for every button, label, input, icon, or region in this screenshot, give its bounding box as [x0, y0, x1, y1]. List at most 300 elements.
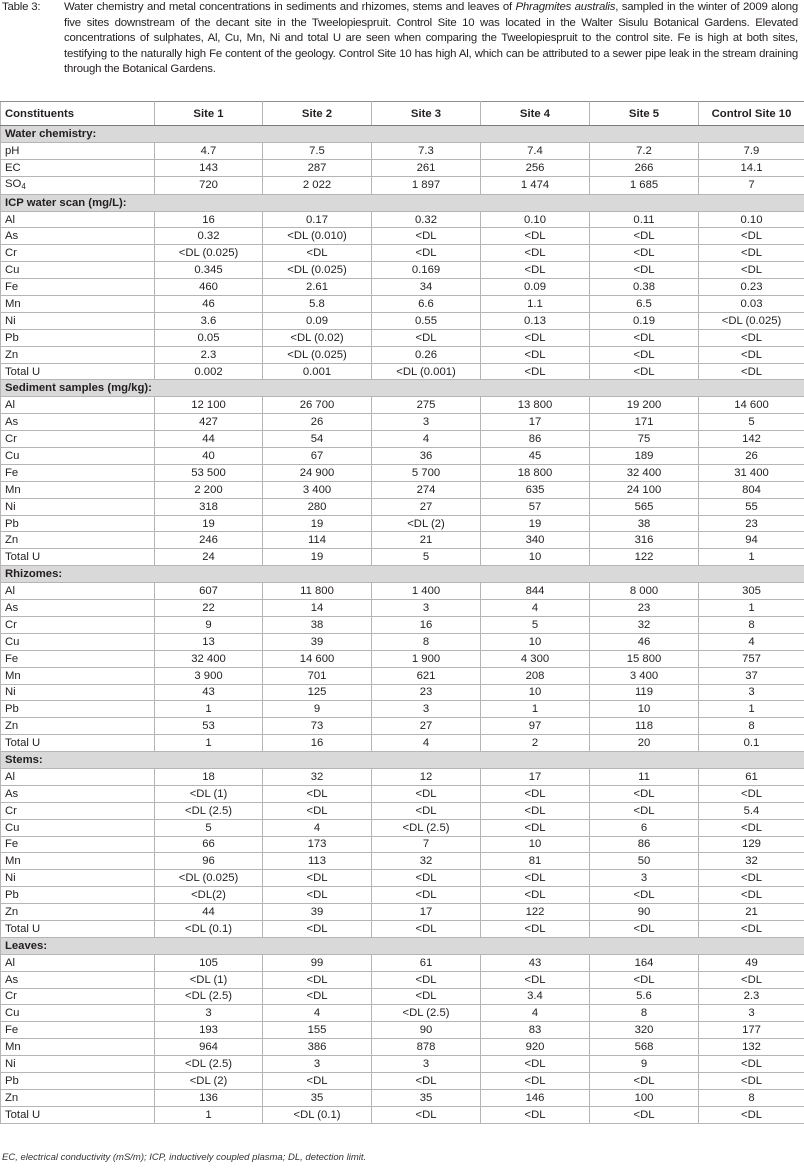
- value-cell: 621: [372, 667, 481, 684]
- value-cell: <DL: [481, 1106, 590, 1123]
- table-row: [1, 329, 804, 346]
- value-cell: 1: [699, 600, 804, 617]
- value-cell: 607: [155, 583, 263, 600]
- constituent-cell: Total U: [1, 735, 155, 752]
- table-row: [1, 363, 804, 380]
- value-cell: 86: [481, 431, 590, 448]
- value-cell: 7: [372, 836, 481, 853]
- value-cell: 21: [372, 532, 481, 549]
- constituent-cell: Al: [1, 583, 155, 600]
- value-cell: 386: [263, 1039, 372, 1056]
- table-row: [1, 1005, 804, 1022]
- value-cell: 53: [155, 718, 263, 735]
- table-row: [1, 819, 804, 836]
- value-cell: 5: [372, 549, 481, 566]
- table-row: [1, 228, 804, 245]
- table-row: [1, 718, 804, 735]
- value-cell: 964: [155, 1039, 263, 1056]
- value-cell: <DL: [699, 819, 804, 836]
- data-table-container: [0, 101, 804, 1124]
- value-cell: 14: [263, 600, 372, 617]
- constituent-cell: Total U: [1, 549, 155, 566]
- value-cell: 75: [590, 431, 699, 448]
- value-cell: 16: [263, 735, 372, 752]
- table-row: [1, 971, 804, 988]
- section-header-row: [1, 126, 804, 143]
- value-cell: 173: [263, 836, 372, 853]
- value-cell: 7.5: [263, 142, 372, 159]
- value-cell: 164: [590, 954, 699, 971]
- value-cell: 125: [263, 684, 372, 701]
- constituent-cell: Cu: [1, 448, 155, 465]
- value-cell: 701: [263, 667, 372, 684]
- value-cell: 10: [481, 684, 590, 701]
- value-cell: 26: [263, 414, 372, 431]
- value-cell: 9: [263, 701, 372, 718]
- constituent-cell-so4: [1, 176, 155, 194]
- value-cell: 73: [263, 718, 372, 735]
- value-cell: 0.10: [699, 211, 804, 228]
- value-cell: 113: [263, 853, 372, 870]
- value-cell: <DL: [699, 346, 804, 363]
- value-cell: 5: [481, 616, 590, 633]
- value-cell: <DL: [590, 802, 699, 819]
- value-cell: 18: [155, 768, 263, 785]
- value-cell: 287: [263, 159, 372, 176]
- value-cell: <DL: [481, 920, 590, 937]
- constituent-cell: Ni: [1, 870, 155, 887]
- value-cell: 14.1: [699, 159, 804, 176]
- value-cell: 274: [372, 481, 481, 498]
- value-cell: 27: [372, 498, 481, 515]
- value-cell: <DL: [263, 887, 372, 904]
- value-cell: <DL: [263, 245, 372, 262]
- value-cell: 39: [263, 633, 372, 650]
- constituent-cell: Cr: [1, 245, 155, 262]
- value-cell: 2.3: [155, 346, 263, 363]
- value-cell: <DL: [590, 262, 699, 279]
- value-cell: <DL: [263, 1072, 372, 1089]
- value-cell: 8 000: [590, 583, 699, 600]
- value-cell: 114: [263, 532, 372, 549]
- table-row: [1, 296, 804, 313]
- species-name: Phragmites australis: [515, 1, 616, 13]
- value-cell: 5.6: [590, 988, 699, 1005]
- value-cell: 4: [372, 735, 481, 752]
- value-cell: 1 474: [481, 176, 590, 194]
- value-cell: 32 400: [155, 650, 263, 667]
- value-cell: 0.11: [590, 211, 699, 228]
- value-cell: 11: [590, 768, 699, 785]
- value-cell: <DL (0.025): [699, 312, 804, 329]
- table-row: [1, 279, 804, 296]
- value-cell: 19: [481, 515, 590, 532]
- so4-subscript: 4: [21, 181, 26, 191]
- value-cell: 3.6: [155, 312, 263, 329]
- table-row: [1, 802, 804, 819]
- value-cell: 13 800: [481, 397, 590, 414]
- table-row: [1, 887, 804, 904]
- table-row: [1, 176, 804, 194]
- value-cell: <DL (2.5): [155, 802, 263, 819]
- value-cell: 32: [590, 616, 699, 633]
- table-footnote: EC, electrical conductivity (mS/m); ICP, inductively coupled plasma; DL, detection limit.: [2, 1152, 367, 1163]
- value-cell: 0.09: [263, 312, 372, 329]
- table-row: [1, 1022, 804, 1039]
- value-cell: <DL: [372, 245, 481, 262]
- value-cell: 8: [699, 1089, 804, 1106]
- value-cell: 90: [590, 904, 699, 921]
- value-cell: <DL (1): [155, 971, 263, 988]
- value-cell: 0.03: [699, 296, 804, 313]
- value-cell: 0.26: [372, 346, 481, 363]
- value-cell: 0.19: [590, 312, 699, 329]
- value-cell: 8: [699, 616, 804, 633]
- value-cell: <DL: [372, 870, 481, 887]
- value-cell: 35: [263, 1089, 372, 1106]
- value-cell: <DL: [263, 920, 372, 937]
- value-cell: 7: [699, 176, 804, 194]
- table-row: [1, 735, 804, 752]
- value-cell: 19 200: [590, 397, 699, 414]
- value-cell: 246: [155, 532, 263, 549]
- value-cell: <DL: [590, 363, 699, 380]
- constituent-cell: Fe: [1, 650, 155, 667]
- value-cell: 4 300: [481, 650, 590, 667]
- value-cell: <DL: [263, 870, 372, 887]
- value-cell: 43: [481, 954, 590, 971]
- value-cell: 38: [263, 616, 372, 633]
- value-cell: 21: [699, 904, 804, 921]
- value-cell: 10: [481, 549, 590, 566]
- value-cell: 6: [590, 819, 699, 836]
- value-cell: <DL: [699, 920, 804, 937]
- value-cell: 1: [699, 549, 804, 566]
- constituent-cell: Total U: [1, 363, 155, 380]
- constituent-cell: Zn: [1, 718, 155, 735]
- constituent-cell: Total U: [1, 1106, 155, 1123]
- data-table: [0, 101, 804, 1124]
- value-cell: <DL (0.025): [263, 346, 372, 363]
- table-row: [1, 904, 804, 921]
- value-cell: 0.38: [590, 279, 699, 296]
- value-cell: 32: [372, 853, 481, 870]
- value-cell: <DL: [481, 228, 590, 245]
- value-cell: <DL: [590, 329, 699, 346]
- value-cell: 3 900: [155, 667, 263, 684]
- value-cell: 1: [155, 701, 263, 718]
- value-cell: 4.7: [155, 142, 263, 159]
- value-cell: 720: [155, 176, 263, 194]
- value-cell: 0.17: [263, 211, 372, 228]
- value-cell: 3 400: [263, 481, 372, 498]
- value-cell: <DL: [699, 1106, 804, 1123]
- value-cell: <DL: [699, 785, 804, 802]
- value-cell: 97: [481, 718, 590, 735]
- table-row: [1, 954, 804, 971]
- value-cell: 5: [155, 819, 263, 836]
- table-row: [1, 600, 804, 617]
- value-cell: 3.4: [481, 988, 590, 1005]
- value-cell: <DL: [481, 870, 590, 887]
- constituent-cell: Fe: [1, 836, 155, 853]
- constituent-cell: Cr: [1, 988, 155, 1005]
- value-cell: 61: [372, 954, 481, 971]
- value-cell: <DL (0.1): [155, 920, 263, 937]
- table-row: [1, 498, 804, 515]
- constituent-cell: Ni: [1, 312, 155, 329]
- value-cell: 10: [590, 701, 699, 718]
- value-cell: <DL: [699, 870, 804, 887]
- constituent-cell: Ni: [1, 1056, 155, 1073]
- value-cell: 8: [372, 633, 481, 650]
- value-cell: 94: [699, 532, 804, 549]
- value-cell: 8: [699, 718, 804, 735]
- value-cell: 57: [481, 498, 590, 515]
- value-cell: 4: [372, 431, 481, 448]
- value-cell: 24: [155, 549, 263, 566]
- value-cell: 19: [155, 515, 263, 532]
- table-row: [1, 515, 804, 532]
- value-cell: 171: [590, 414, 699, 431]
- value-cell: <DL(2): [155, 887, 263, 904]
- value-cell: 427: [155, 414, 263, 431]
- section-header-row: [1, 194, 804, 211]
- value-cell: <DL: [481, 262, 590, 279]
- value-cell: 119: [590, 684, 699, 701]
- table-caption: [2, 0, 802, 78]
- value-cell: 12: [372, 768, 481, 785]
- value-cell: <DL (0.001): [372, 363, 481, 380]
- value-cell: 3: [372, 1056, 481, 1073]
- value-cell: <DL: [263, 971, 372, 988]
- value-cell: <DL: [590, 1072, 699, 1089]
- value-cell: 31 400: [699, 464, 804, 481]
- value-cell: <DL: [263, 785, 372, 802]
- section-header-row: [1, 380, 804, 397]
- value-cell: 7.3: [372, 142, 481, 159]
- value-cell: 9: [155, 616, 263, 633]
- value-cell: <DL: [699, 1056, 804, 1073]
- value-cell: <DL (2.5): [372, 1005, 481, 1022]
- value-cell: 0.05: [155, 329, 263, 346]
- table-row: [1, 836, 804, 853]
- value-cell: <DL: [699, 245, 804, 262]
- value-cell: 86: [590, 836, 699, 853]
- value-cell: 37: [699, 667, 804, 684]
- value-cell: <DL (2.5): [155, 988, 263, 1005]
- constituent-cell: Pb: [1, 1072, 155, 1089]
- value-cell: 193: [155, 1022, 263, 1039]
- table-row: [1, 397, 804, 414]
- section-title: Water chemistry:: [1, 126, 804, 143]
- value-cell: 10: [481, 836, 590, 853]
- table-row: [1, 142, 804, 159]
- value-cell: <DL: [481, 346, 590, 363]
- table-row: [1, 1106, 804, 1123]
- value-cell: 266: [590, 159, 699, 176]
- value-cell: 4: [481, 1005, 590, 1022]
- section-header-row: [1, 752, 804, 769]
- value-cell: <DL: [372, 802, 481, 819]
- constituent-cell: Fe: [1, 279, 155, 296]
- value-cell: 66: [155, 836, 263, 853]
- value-cell: <DL: [481, 819, 590, 836]
- value-cell: <DL (2): [155, 1072, 263, 1089]
- table-row: [1, 701, 804, 718]
- value-cell: 261: [372, 159, 481, 176]
- value-cell: 50: [590, 853, 699, 870]
- constituent-cell: Al: [1, 954, 155, 971]
- value-cell: 3: [699, 1005, 804, 1022]
- value-cell: 3 400: [590, 667, 699, 684]
- value-cell: 635: [481, 481, 590, 498]
- constituent-cell: Cu: [1, 1005, 155, 1022]
- constituent-cell: Cr: [1, 802, 155, 819]
- table-row: [1, 1072, 804, 1089]
- value-cell: 142: [699, 431, 804, 448]
- table-row: [1, 667, 804, 684]
- constituent-cell: Zn: [1, 904, 155, 921]
- caption-text-before: Water chemistry and metal concentrations in sediments and rhizomes, stems and leaves of: [64, 1, 516, 13]
- value-cell: 0.169: [372, 262, 481, 279]
- value-cell: <DL: [481, 329, 590, 346]
- constituent-cell: Mn: [1, 296, 155, 313]
- constituent-cell: Mn: [1, 481, 155, 498]
- value-cell: 0.32: [155, 228, 263, 245]
- value-cell: 305: [699, 583, 804, 600]
- table-body: [1, 126, 804, 1124]
- header-site-1: Site 1: [155, 102, 263, 126]
- value-cell: 40: [155, 448, 263, 465]
- value-cell: 0.09: [481, 279, 590, 296]
- constituent-cell: pH: [1, 142, 155, 159]
- value-cell: 280: [263, 498, 372, 515]
- section-title: Leaves:: [1, 937, 804, 954]
- header-row: [1, 102, 804, 126]
- value-cell: 5 700: [372, 464, 481, 481]
- header-site-5: Site 5: [590, 102, 699, 126]
- value-cell: <DL: [372, 785, 481, 802]
- value-cell: 27: [372, 718, 481, 735]
- table-row: [1, 583, 804, 600]
- value-cell: 105: [155, 954, 263, 971]
- value-cell: 17: [481, 768, 590, 785]
- value-cell: <DL: [372, 329, 481, 346]
- value-cell: <DL: [699, 1072, 804, 1089]
- value-cell: 81: [481, 853, 590, 870]
- value-cell: 46: [155, 296, 263, 313]
- value-cell: 15 800: [590, 650, 699, 667]
- constituent-cell: Mn: [1, 667, 155, 684]
- value-cell: <DL: [263, 802, 372, 819]
- value-cell: 18 800: [481, 464, 590, 481]
- value-cell: 920: [481, 1039, 590, 1056]
- table-row: [1, 312, 804, 329]
- constituent-cell: Cr: [1, 616, 155, 633]
- value-cell: <DL: [372, 887, 481, 904]
- table-row: [1, 684, 804, 701]
- value-cell: 256: [481, 159, 590, 176]
- value-cell: 17: [372, 904, 481, 921]
- table-row: [1, 633, 804, 650]
- value-cell: 7.9: [699, 142, 804, 159]
- constituent-cell: Mn: [1, 853, 155, 870]
- constituent-cell: Fe: [1, 464, 155, 481]
- section-header-row: [1, 566, 804, 583]
- value-cell: 26 700: [263, 397, 372, 414]
- table-row: [1, 346, 804, 363]
- section-title: Rhizomes:: [1, 566, 804, 583]
- constituent-cell: Al: [1, 397, 155, 414]
- value-cell: 17: [481, 414, 590, 431]
- value-cell: 0.32: [372, 211, 481, 228]
- value-cell: <DL (2): [372, 515, 481, 532]
- value-cell: 177: [699, 1022, 804, 1039]
- value-cell: 2 022: [263, 176, 372, 194]
- value-cell: 45: [481, 448, 590, 465]
- value-cell: 38: [590, 515, 699, 532]
- constituent-cell: As: [1, 228, 155, 245]
- section-title: Sediment samples (mg/kg):: [1, 380, 804, 397]
- table-row: [1, 1089, 804, 1106]
- caption-text-after: , sampled in the winter of 2009 along five sites downstream of the decant site in the Tweelopiespruit. Control Site 10 was located in the Walter Sisulu Botanical Gardens. Elevated concentrations of sulphates, Al, Cu, Mn, Ni and total U are seen when comparing the Tweelopiespruit to the control site. Fe is high at both sites, testifying to the naturally high Fe content of the geology. Control Site 10 has high Al, which can be attributed to a sewer pipe leak in the stream draining through the Botanical Gardens.: [64, 1, 798, 75]
- value-cell: <DL: [699, 363, 804, 380]
- value-cell: <DL: [590, 1106, 699, 1123]
- value-cell: <DL: [481, 1056, 590, 1073]
- table-label: Table 3:: [2, 1, 41, 13]
- header-site-3: Site 3: [372, 102, 481, 126]
- value-cell: 16: [372, 616, 481, 633]
- value-cell: <DL (0.010): [263, 228, 372, 245]
- value-cell: 1 897: [372, 176, 481, 194]
- value-cell: 146: [481, 1089, 590, 1106]
- value-cell: 20: [590, 735, 699, 752]
- value-cell: <DL (0.02): [263, 329, 372, 346]
- value-cell: <DL: [481, 802, 590, 819]
- value-cell: 275: [372, 397, 481, 414]
- value-cell: 2 200: [155, 481, 263, 498]
- value-cell: 565: [590, 498, 699, 515]
- value-cell: 11 800: [263, 583, 372, 600]
- value-cell: 8: [590, 1005, 699, 1022]
- value-cell: 0.13: [481, 312, 590, 329]
- value-cell: 9: [590, 1056, 699, 1073]
- section-title: ICP water scan (mg/L):: [1, 194, 804, 211]
- table-row: [1, 870, 804, 887]
- value-cell: <DL: [481, 887, 590, 904]
- value-cell: 878: [372, 1039, 481, 1056]
- constituent-cell: Mn: [1, 1039, 155, 1056]
- constituent-cell: EC: [1, 159, 155, 176]
- value-cell: 3: [263, 1056, 372, 1073]
- table-row: [1, 211, 804, 228]
- value-cell: 14 600: [699, 397, 804, 414]
- value-cell: 3: [372, 414, 481, 431]
- value-cell: 96: [155, 853, 263, 870]
- value-cell: 0.1: [699, 735, 804, 752]
- value-cell: 100: [590, 1089, 699, 1106]
- value-cell: 0.002: [155, 363, 263, 380]
- value-cell: <DL: [481, 1072, 590, 1089]
- table-row: [1, 920, 804, 937]
- value-cell: 320: [590, 1022, 699, 1039]
- value-cell: 3: [699, 684, 804, 701]
- value-cell: 35: [372, 1089, 481, 1106]
- caption-text: [64, 0, 802, 78]
- value-cell: 43: [155, 684, 263, 701]
- constituent-cell: Cu: [1, 819, 155, 836]
